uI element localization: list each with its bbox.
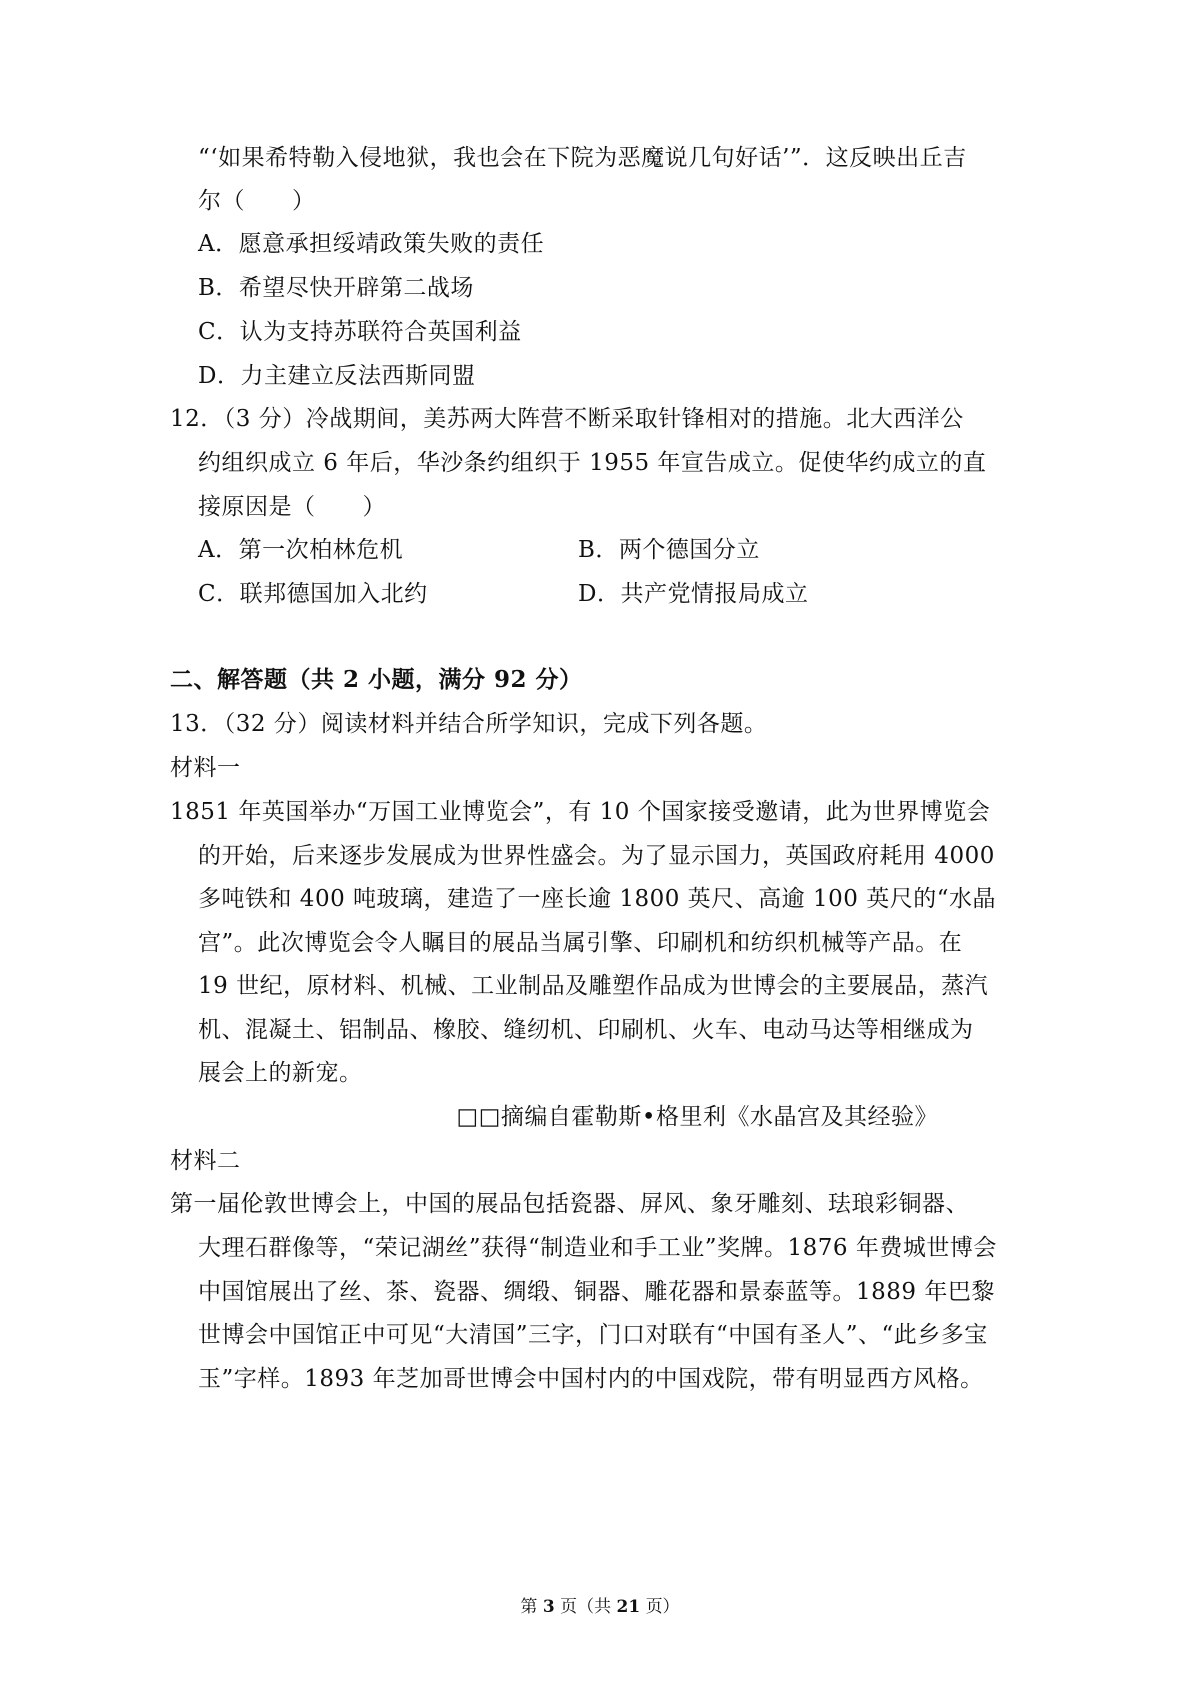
material-1-line-6: 机、混凝土、铝制品、橡胶、缝纫机、印刷机、火车、电动马达等相继成为 xyxy=(198,1017,974,1043)
q11-option-a: A．愿意承担绥靖政策失败的责任 xyxy=(198,231,545,257)
material-1-source: □□摘编自霍勒斯•格里利《水晶宫及其经验》 xyxy=(456,1104,938,1130)
material-2-line-2: 大理石群像等，“荣记湖丝”获得“制造业和手工业”奖牌。1876 年费城世博会 xyxy=(198,1235,997,1261)
q12-option-b: B．两个德国分立 xyxy=(578,537,760,563)
q11-option-c: C．认为支持苏联符合英国利益 xyxy=(198,319,522,345)
material-2-line-4: 世博会中国馆正中可见“大清国”三字，门口对联有“中国有圣人”、“此乡多宝 xyxy=(198,1322,988,1348)
page-footer xyxy=(0,1592,1200,1617)
q11-option-b: B．希望尽快开辟第二战场 xyxy=(198,275,474,301)
material-1-title: 材料一 xyxy=(170,755,241,781)
section-2-heading: 二、解答题（共 2 小题，满分 92 分） xyxy=(170,666,583,693)
material-2-line-3: 中国馆展出了丝、茶、瓷器、绸缎、铜器、雕花器和景泰蓝等。1889 年巴黎 xyxy=(198,1279,995,1305)
footer-total-pages: 21 xyxy=(616,1597,641,1617)
q12-stem-line-3: 接原因是（ ） xyxy=(198,494,386,520)
footer-middle: 页（共 xyxy=(560,1597,612,1617)
material-2-line-1: 第一届伦敦世博会上，中国的展品包括瓷器、屏风、象牙雕刻、珐琅彩铜器、 xyxy=(170,1191,969,1217)
q12-option-c: C．联邦德国加入北约 xyxy=(198,581,428,607)
q12-stem-line-1: 12．（3 分）冷战期间，美苏两大阵营不断采取针锋相对的措施。北大西洋公 xyxy=(170,406,964,432)
q11-option-d: D．力主建立反法西斯同盟 xyxy=(198,363,476,389)
material-1-line-3: 多吨铁和 400 吨玻璃，建造了一座长逾 1800 英尺、高逾 100 英尺的“水晶 xyxy=(198,886,996,912)
material-2-line-5: 玉”字样。1893 年芝加哥世博会中国村内的中国戏院，带有明显西方风格。 xyxy=(198,1366,984,1392)
material-1-line-7: 展会上的新宠。 xyxy=(198,1060,363,1086)
footer-prefix: 第 xyxy=(520,1597,538,1617)
footer-suffix: 页） xyxy=(645,1597,680,1617)
q11-stem-line-1: “‘如果希特勒入侵地狱，我也会在下院为恶魔说几句好话’”．这反映出丘吉 xyxy=(198,145,967,171)
material-1-line-5: 19 世纪，原材料、机械、工业制品及雕塑作品成为世博会的主要展品，蒸汽 xyxy=(198,973,989,999)
material-1-line-4: 宫”。此次博览会令人瞩目的展品当属引擎、印刷机和纺织机械等产品。在 xyxy=(198,930,963,956)
footer-page-number: 3 xyxy=(542,1597,555,1617)
q13-stem: 13．（32 分）阅读材料并结合所学知识，完成下列各题。 xyxy=(170,711,768,737)
q12-stem-line-2: 约组织成立 6 年后，华沙条约组织于 1955 年宣告成立。促使华约成立的直 xyxy=(198,450,987,476)
q12-option-d: D．共产党情报局成立 xyxy=(578,581,809,607)
material-1-line-1: 1851 年英国举办“万国工业博览会”，有 10 个国家接受邀请，此为世界博览会 xyxy=(170,799,991,825)
material-1-line-2: 的开始，后来逐步发展成为世界性盛会。为了显示国力，英国政府耗用 4000 xyxy=(198,843,995,869)
q11-stem-line-2: 尔（ ） xyxy=(198,188,316,214)
q12-option-a: A．第一次柏林危机 xyxy=(198,537,404,563)
material-2-title: 材料二 xyxy=(170,1148,241,1174)
